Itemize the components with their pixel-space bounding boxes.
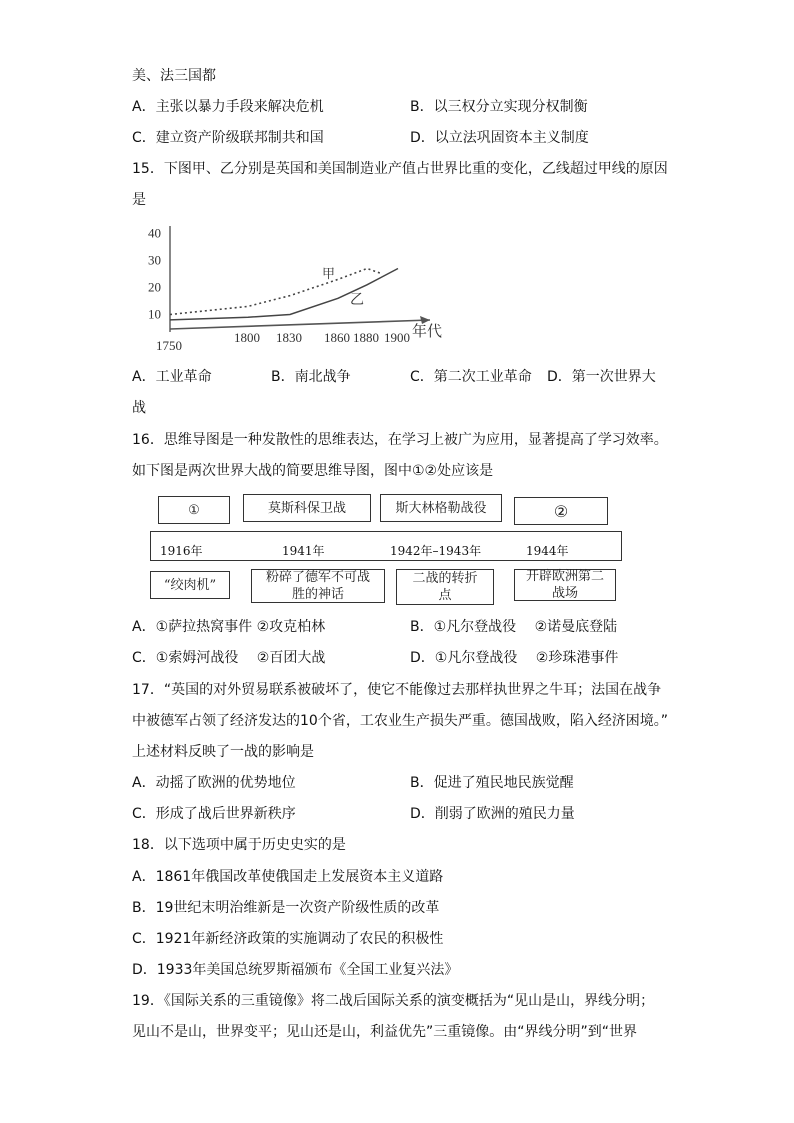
mindmap-bottom-2: 粉碎了德军不可战胜的神话 [251, 569, 385, 603]
x-axis-arrow [420, 316, 430, 324]
q18-option-b[interactable]: B．19世纪末明治维新是一次资产阶级性质的改革 [132, 900, 440, 916]
mindmap-top-4: ② [514, 497, 608, 525]
mindmap-year-1: 1916年 [160, 544, 203, 558]
q14-option-a[interactable]: A．主张以暴力手段来解决危机 [132, 99, 324, 115]
x-tick-label: 1880 [353, 330, 379, 345]
x-tick-label: 1800 [234, 330, 260, 345]
mindmap-year-4: 1944年 [526, 544, 569, 558]
q16-option-b[interactable]: B．①凡尔登战役 ②诺曼底登陆 [410, 619, 618, 635]
q18-option-c[interactable]: C．1921年新经济政策的实施调动了农民的积极性 [132, 931, 444, 947]
x-axis [170, 320, 430, 329]
q16-option-a[interactable]: A．①萨拉热窝事件 ②攻克柏林 [132, 619, 326, 635]
y-tick-label: 10 [148, 306, 161, 322]
q14-option-b[interactable]: B．以三权分立实现分权制衡 [410, 99, 588, 115]
q18-option-a[interactable]: A．1861年俄国改革使俄国走上发展资本主义道路 [132, 869, 444, 885]
q19-stem-2: 见山不是山，世界变平；见山还是山，利益优先”三重镜像。由“界线分明”到“世界 [132, 1024, 638, 1040]
q17-option-b[interactable]: B．促进了殖民地民族觉醒 [410, 775, 574, 791]
mindmap-year-2: 1941年 [282, 544, 325, 558]
q17-stem-3: 上述材料反映了一战的影响是 [132, 744, 314, 760]
q16-stem-cont: 如下图是两次世界大战的简要思维导图，图中①②处应该是 [132, 463, 494, 479]
mindmap-bottom-1: “绞肉机” [150, 571, 230, 599]
mindmap-top-2: 莫斯科保卫战 [243, 494, 371, 522]
q18-option-d[interactable]: D．1933年美国总统罗斯福颁布《全国工业复兴法》 [132, 962, 459, 978]
x-tick-label: 1750 [156, 338, 182, 353]
q18-stem: 18．以下选项中属于历史史实的是 [132, 837, 346, 853]
x-tick-label: 1830 [276, 330, 302, 345]
q17-option-d[interactable]: D．削弱了欧洲的殖民力量 [410, 806, 575, 822]
series-label-2: 乙 [350, 293, 364, 308]
q16-option-d[interactable]: D．①凡尔登战役 ②珍珠港事件 [410, 650, 619, 666]
mindmap-top-1: ① [158, 496, 230, 524]
x-tick-label: 1860 [324, 330, 350, 345]
mindmap-bottom-3: 二战的转折点 [396, 569, 494, 605]
q16-stem: 16．思维导图是一种发散性的思维表达，在学习上被广为应用，显著提高了学习效率。 [132, 432, 668, 448]
mindmap-top-3: 斯大林格勒战役 [380, 494, 502, 522]
x-axis-label: 年代 [412, 324, 443, 340]
y-tick-label: 40 [148, 225, 161, 241]
q15-option-b[interactable]: B．南北战争 [271, 369, 351, 385]
q15-option-d[interactable]: D．第一次世界大 [547, 369, 656, 385]
q16-option-c[interactable]: C．①索姆河战役 ②百团大战 [132, 650, 326, 666]
q17-option-a[interactable]: A．动摇了欧洲的优势地位 [132, 775, 296, 791]
q15-stem-cont: 是 [132, 192, 146, 208]
series-label-1: 甲 [322, 266, 336, 281]
x-tick-label: 1900 [384, 330, 410, 345]
q17-stem-2: 中被德军占领了经济发达的10个省，工农业生产损失严重。德国战败，陷入经济困境。” [132, 713, 669, 729]
q15-stem: 15．下图甲、乙分别是英国和美国制造业产值占世界比重的变化，乙线超过甲线的原因 [132, 161, 668, 177]
y-tick-label: 20 [148, 279, 161, 295]
q15-option-d-cont: 战 [132, 400, 146, 416]
q14-option-c[interactable]: C．建立资产阶级联邦制共和国 [132, 130, 324, 146]
q17-option-c[interactable]: C．形成了战后世界新秩序 [132, 806, 296, 822]
mindmap-bottom-4: 开辟欧洲第二战场 [514, 569, 616, 601]
q15-option-a[interactable]: A．工业革命 [132, 369, 212, 385]
q14-stem-cont: 美、法三国都 [132, 68, 216, 84]
q19-stem-1: 19．《国际关系的三重镜像》将二战后国际关系的演变概括为“见山是山，界线分明； [132, 993, 655, 1009]
manufacturing-share-chart [140, 222, 450, 354]
mindmap-year-3: 1942年–1943年 [390, 544, 482, 558]
y-tick-label: 30 [148, 252, 161, 268]
q17-stem-1: 17．“英国的对外贸易联系被破坏了，使它不能像过去那样执世界之牛耳；法国在战争 [132, 682, 662, 698]
q15-option-c[interactable]: C．第二次工业革命 [410, 369, 532, 385]
q14-option-d[interactable]: D．以立法巩固资本主义制度 [410, 130, 589, 146]
